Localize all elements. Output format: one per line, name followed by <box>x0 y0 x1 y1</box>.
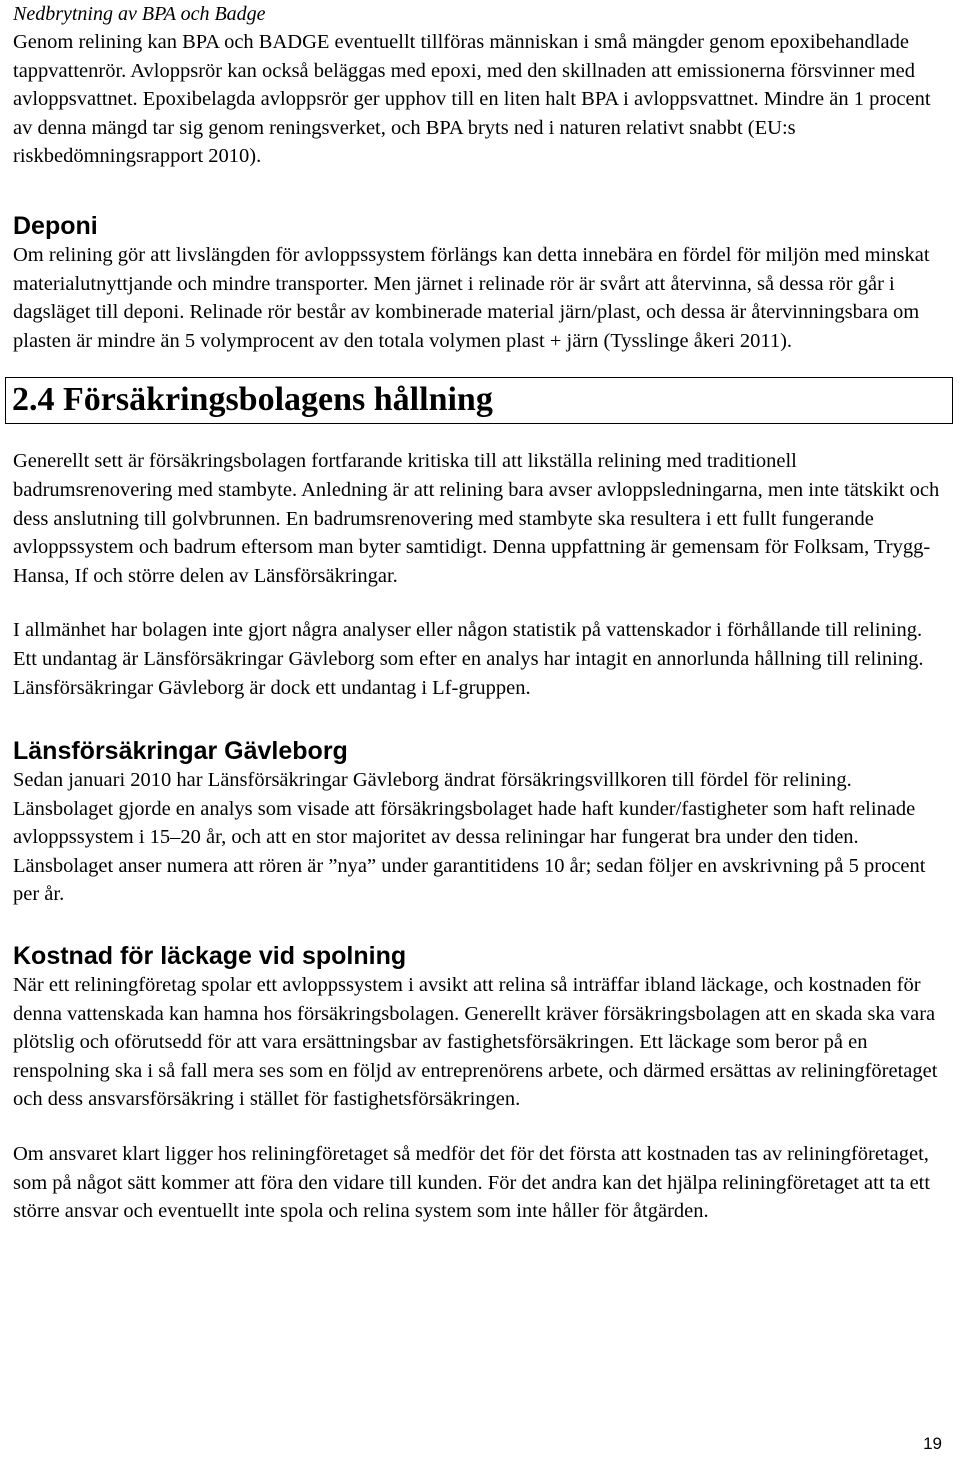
paragraph-section-2: I allmänhet har bolagen inte gjort några analyser eller någon statistik på vattenskador i förhållande till relining. Ett undantag är Länsförsäkringar Gävleborg som efter en analys har intagit en annorlunda hållning till relining. Länsförsäkringar Gävleborg är dock ett undantag i Lf-gruppen. <box>13 619 924 699</box>
spacer <box>13 1114 948 1140</box>
spacer <box>13 171 948 211</box>
spacer <box>13 590 948 616</box>
spacer <box>13 424 948 447</box>
spacer <box>13 702 948 736</box>
heading-kostnad: Kostnad för läckage vid spolning <box>13 942 407 971</box>
heading-deponi: Deponi <box>13 211 98 240</box>
page-number: 19 <box>923 1434 942 1453</box>
section-heading-box <box>5 377 953 424</box>
spacer <box>13 909 948 941</box>
spacer <box>13 355 948 377</box>
heading-lansforsakringar: Länsförsäkringar Gävleborg <box>13 737 348 766</box>
document-page <box>13 0 948 1226</box>
paragraph-kostnad-1: När ett reliningföretag spolar ett avloppssystem i avsikt att relina så inträffar ibland läckage, och kostnaden för denna vattenskada kan hamna hos försäkringsbolagen. Generellt kräver försäkringsbolagen att en skada ska vara plötslig och oförutsedd för att vara ersättningsbar av fastighetsförsäkringen. Ett läckage som beror på en renspolning ska i så fall mera ses som en följd av entreprenörens arbete, och därmed ersättas av reliningföretaget och dess ansvarsförsäkring i stället för fastighetsförsäkringen. <box>13 974 938 1111</box>
section-heading: 2.4 Försäkringsbolagens hållning <box>12 381 493 419</box>
paragraph-bpa: Genom relining kan BPA och BADGE eventuellt tillföras människan i små mängder genom epoxibehandlade tappvattenrör. Avloppsrör kan också beläggas med epoxi, med den skillnaden att emissionerna försvinner med avloppsvattnet. Epoxibelagda avloppsrör ger upphov till en liten halt BPA i avloppsvattnet. Mindre än 1 procent av denna mängd tar sig genom reningsverket, och BPA bryts ned i naturen relativt snabbt (EU:s riskbedömningsrapport 2010). <box>13 31 931 168</box>
subheading-bpa-badge: Nedbrytning av BPA och Badge <box>13 3 266 25</box>
paragraph-section-1: Generellt sett är försäkringsbolagen fortfarande kritiska till att likställa relining med traditionell badrumsrenovering med stambyte. Anledning är att relining bara avser avloppsledningarna, men inte tätskikt och dess anslutning till golvbrunnen. En badrumsrenovering med stambyte ska resultera i ett fullt fungerande avloppssystem och badrum eftersom man byter samtidigt. Denna uppfattning är gemensam för Folksam, Trygg-Hansa, If och större delen av Länsförsäkringar. <box>13 450 940 587</box>
paragraph-deponi: Om relining gör att livslängden för avloppssystem förlängs kan detta innebära en fördel för miljön med minskat materialutnyttjande och mindre transporter. Men järnet i relinade rör är svårt att återvinna, så dessa rör går i dagsläget till deponi. Relinade rör består av kombinerade material järn/plast, och dessa är återvinningsbara om plasten är mindre än 5 volymprocent av den totala volymen plast + järn (Tysslinge åkeri 2011). <box>13 243 930 352</box>
paragraph-kostnad-2: Om ansvaret klart ligger hos reliningföretaget så medför det för det första att kostnaden tas av reliningföretaget, som på något sätt kommer att föra den vidare till kunden. För det andra kan det hjälpa reliningföretaget att ta ett större ansvar och eventuellt inte spola och relina system som inte håller för åtgärden. <box>13 1143 931 1223</box>
paragraph-lansforsakringar: Sedan januari 2010 har Länsförsäkringar Gävleborg ändrat försäkringsvillkoren till fördel för relining. Länsbolaget gjorde en analys som visade att försäkringsbolaget hade haft kunder/fastigheter som haft relinade avloppssystem i 15–20 år, och att en stor majoritet av dessa reliningar har fungerat bra under den tiden. Länsbolaget anser numera att rören är ”nya” under garantitidens 10 år; sedan följer en avskrivning på 5 procent per år. <box>13 769 926 906</box>
